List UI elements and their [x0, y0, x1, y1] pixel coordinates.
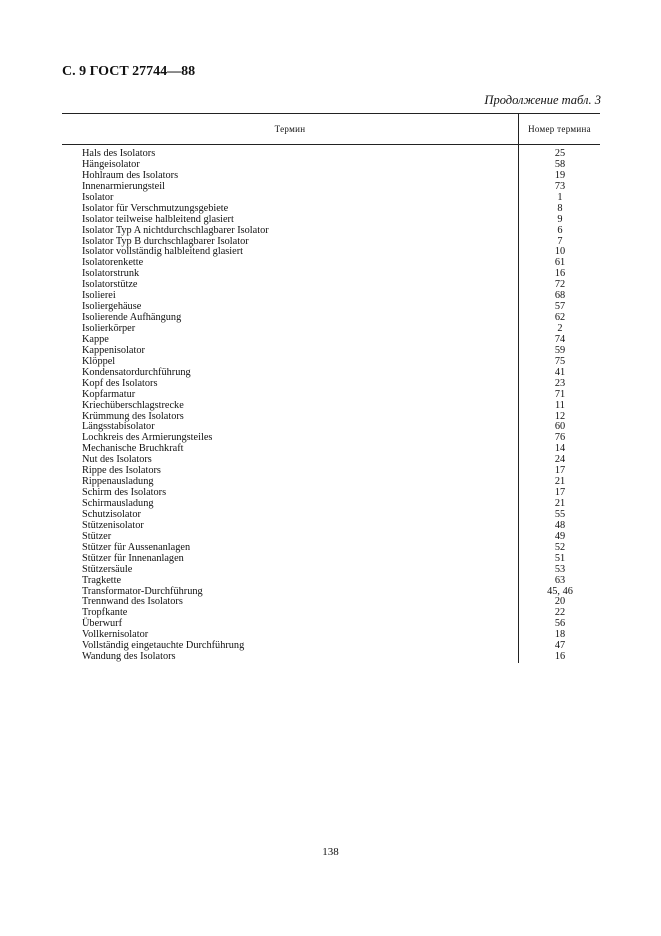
term-cell: Überwurf	[82, 618, 123, 630]
term-number-cell: 60	[554, 421, 566, 433]
table-row	[62, 576, 600, 587]
term-number-cell: 53	[554, 563, 566, 575]
table-row	[62, 313, 600, 324]
term-cell: Transformator-Durchführung	[82, 585, 203, 597]
terms-table	[62, 113, 600, 663]
term-number-cell: 17	[554, 465, 566, 477]
term-number-cell: 1	[557, 191, 563, 203]
term-number-cell: 25	[554, 148, 566, 159]
term-cell: Isolator Typ B durchschlagbarer Isolator	[82, 235, 249, 247]
term-cell: Isolatorenkette	[82, 257, 144, 269]
term-number-cell: 10	[554, 246, 566, 258]
table-row	[62, 204, 600, 215]
term-number-cell: 23	[554, 377, 566, 389]
term-cell: Isolatorstütze	[82, 279, 138, 291]
term-number-cell: 18	[554, 629, 566, 641]
term-number-cell: 52	[554, 541, 566, 553]
term-number-cell: 9	[557, 213, 563, 225]
term-number-cell: 14	[554, 443, 566, 455]
table-row	[62, 226, 600, 237]
term-cell: Mechanische Bruchkraft	[82, 443, 184, 455]
term-number-cell: 71	[554, 388, 566, 400]
term-number-cell: 58	[554, 158, 566, 170]
table-row	[62, 521, 600, 532]
table-row	[62, 149, 600, 160]
term-cell: Schirmausladung	[82, 498, 154, 509]
term-number-cell: 22	[554, 607, 566, 619]
term-number-cell: 56	[554, 618, 566, 630]
term-cell: Kriechüberschlagstrecke	[82, 399, 184, 411]
table-row	[62, 379, 600, 390]
table-row	[62, 258, 600, 269]
term-cell: Isoliergehäuse	[82, 301, 142, 313]
term-cell: Krümmung des Isolators	[82, 410, 184, 422]
term-number-cell: 45, 46	[547, 585, 573, 597]
table-continuation-note: Продолжение табл. 3	[484, 93, 601, 107]
term-cell: Stützenisolator	[82, 519, 144, 531]
term-cell: Vollkernisolator	[82, 629, 149, 641]
term-cell: Tragkette	[82, 574, 122, 586]
term-cell: Tropfkante	[82, 607, 128, 619]
term-cell: Stützer für Innenanlagen	[82, 552, 184, 564]
table-row	[62, 346, 600, 357]
table-row	[62, 597, 600, 608]
term-number-cell: 63	[554, 574, 566, 586]
term-number-cell: 57	[554, 301, 566, 313]
term-number-cell: 19	[554, 169, 566, 181]
term-cell: Isolierkörper	[82, 323, 136, 334]
term-number-cell: 51	[554, 552, 566, 564]
table-row	[62, 280, 600, 291]
term-cell: Kopfarmatur	[82, 388, 136, 400]
term-cell: Rippenausladung	[82, 476, 154, 488]
term-cell: Isolator vollständig halbleitend glasiert	[82, 246, 243, 258]
term-number-cell: 20	[554, 596, 566, 608]
table-row	[62, 291, 600, 302]
term-cell: Stützersäule	[82, 563, 133, 575]
table-row	[62, 401, 600, 412]
term-number-cell: 16	[554, 268, 566, 280]
term-number-cell: 16	[554, 651, 566, 663]
term-cell: Lochkreis des Armierungsteiles	[82, 432, 213, 444]
table-row	[62, 565, 600, 576]
term-number-cell: 75	[554, 355, 566, 367]
term-cell: Schirm des Isolators	[82, 487, 167, 499]
column-header-number: Номер термина	[518, 114, 600, 144]
term-cell: Isolator Typ A nichtdurchschlagbarer Isolator	[82, 224, 269, 236]
term-cell: Schutzisolator	[82, 508, 141, 520]
term-number-cell: 61	[554, 257, 566, 269]
table-row	[62, 269, 600, 280]
page-number: 138	[322, 846, 339, 858]
column-header-term: Термин	[274, 124, 306, 134]
term-cell: Rippe des Isolators	[82, 465, 161, 477]
term-number-cell: 17	[554, 487, 566, 499]
term-cell: Vollständig eingetauchte Durchführung	[82, 640, 245, 652]
table-row	[62, 390, 600, 401]
term-cell: Wandung des Isolators	[82, 651, 176, 663]
term-cell: Stützer für Aussenanlagen	[82, 541, 191, 553]
table-header	[62, 113, 600, 145]
term-cell: Trennwand des Isolators	[82, 596, 183, 608]
term-number-cell: 73	[554, 180, 566, 192]
term-number-cell: 47	[554, 640, 566, 652]
term-cell: Kappenisolator	[82, 344, 145, 356]
term-number-cell: 55	[554, 508, 566, 520]
term-number-cell: 62	[554, 312, 566, 324]
term-number-cell: 48	[554, 519, 566, 531]
term-number-cell: 6	[557, 224, 563, 236]
table-row	[62, 215, 600, 226]
term-cell: Kondensatordurchführung	[82, 366, 191, 378]
term-number-cell: 49	[554, 530, 566, 542]
term-cell: Isolierei	[82, 290, 116, 302]
term-number-cell: 41	[554, 366, 566, 378]
term-cell: Kappe	[82, 333, 109, 345]
term-cell: Isolierende Aufhängung	[82, 312, 182, 324]
term-cell: Isolator	[82, 191, 114, 203]
term-cell: Hals des Isolators	[82, 148, 156, 159]
term-number-cell: 12	[554, 410, 566, 422]
term-number-cell: 24	[554, 454, 566, 466]
term-cell: Nut des Isolators	[82, 454, 152, 466]
table-row	[62, 324, 600, 335]
term-number-cell: 11	[555, 399, 565, 411]
table-row	[62, 554, 600, 565]
term-cell: Hängeisolator	[82, 158, 140, 170]
term-number-cell: 74	[554, 333, 566, 345]
term-cell: Klöppel	[82, 355, 116, 367]
term-number-cell: 72	[554, 279, 566, 291]
term-cell: Stützer	[82, 530, 112, 542]
term-cell: Isolator teilweise halbleitend glasiert	[82, 213, 234, 225]
term-number-cell: 59	[554, 344, 566, 356]
term-number-cell: 7	[557, 235, 563, 247]
term-number-cell: 21	[554, 498, 566, 509]
term-number-cell: 8	[557, 202, 563, 214]
term-cell: Kopf des Isolators	[82, 377, 158, 389]
table-row	[62, 182, 600, 193]
document-header: С. 9 ГОСТ 27744—88	[62, 64, 196, 79]
term-number-cell: 21	[554, 476, 566, 488]
term-number-cell: 68	[554, 290, 566, 302]
term-cell: Isolator für Verschmutzungsgebiete	[82, 202, 229, 214]
term-number-cell: 76	[554, 432, 566, 444]
term-cell: Längsstabisolator	[82, 421, 155, 433]
term-number-cell: 2	[557, 323, 563, 334]
term-cell: Isolatorstrunk	[82, 268, 140, 280]
table-row	[62, 652, 600, 663]
table-row	[62, 608, 600, 619]
table-body	[62, 145, 600, 663]
term-cell: Innenarmierungsteil	[82, 180, 165, 192]
table-row	[62, 499, 600, 510]
term-cell: Hohlraum des Isolators	[82, 169, 179, 181]
